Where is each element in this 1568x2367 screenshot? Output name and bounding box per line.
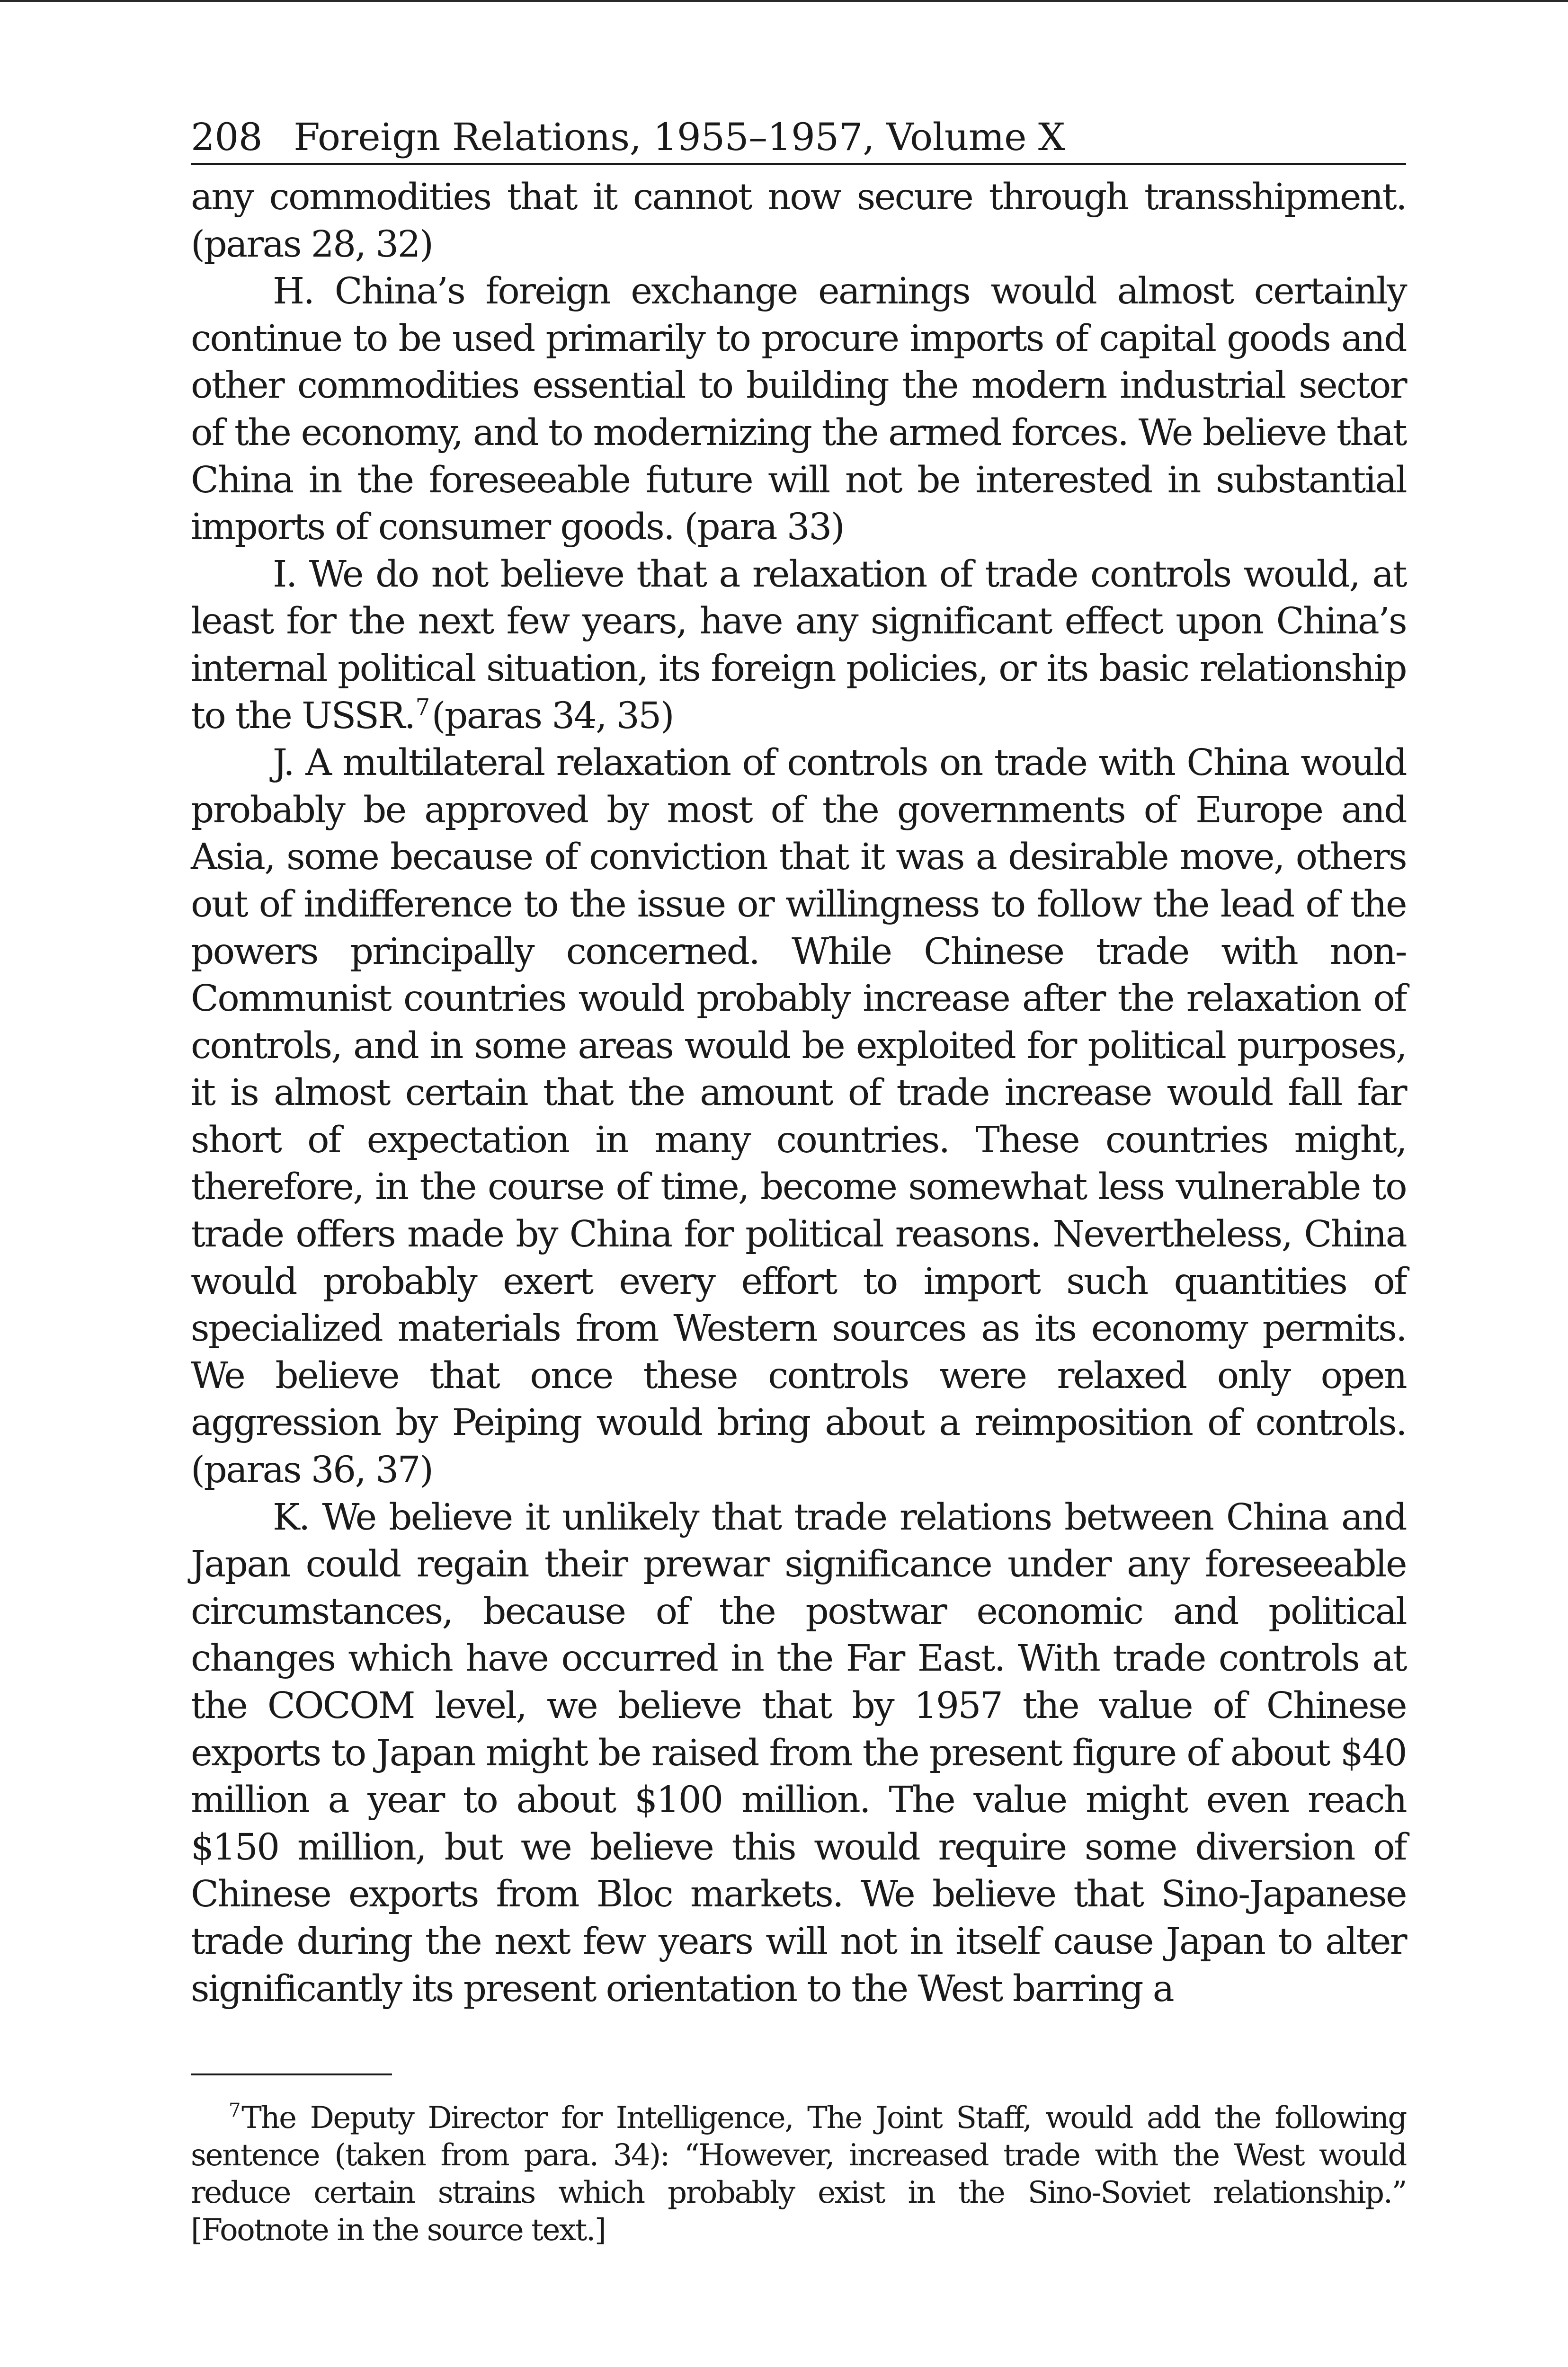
body-text (191, 174, 1406, 2012)
page-top-edge (0, 0, 1568, 2)
footnote-text: The Deputy Director for Intelligence, The Joint Staff, would add the following sentence (taken from para. 34): “However, increased trade with the West would reduce certain strains which probably exist in the Sino-Soviet relationship.” [Footnote in the source text.] (191, 2100, 1406, 2248)
footnote-marker: 7 (229, 2100, 240, 2121)
paragraph-i (191, 551, 1406, 739)
footnote-reference[interactable]: 7 (415, 694, 429, 721)
document-page (191, 114, 1406, 2248)
page-number: 208 (191, 115, 263, 159)
paragraph-continuation: any commodities that it cannot now secure through transshipment. (paras 28, 32) (191, 176, 1406, 266)
paragraph-k: K. We believe it unlikely that trade relations between China and Japan could regain their prewar significance under any foreseeable circumstances, because of the postwar economic and political changes which have occurred in the Far East. With trade controls at the COCOM level, we believe that by 1957 the value of Chinese exports to Japan might be raised from the present figure of about $40 million a year to about $100 million. The value might even reach $150 million, but we believe this would require some diversion of Chinese exports from Bloc markets. We believe that Sino-Japanese trade during the next few years will not in itself cause Japan to alter significantly its present orientation to the West barring a (191, 1496, 1406, 2010)
paragraph-i-citation: (paras 34, 35) (431, 694, 674, 737)
paragraph-h: H. China’s foreign exchange earnings would almost certainly continue to be used primarily to procure imports of capital goods and other commodities essential to building the modern industrial sector of the economy, and to modernizing the armed forces. We believe that China in the foreseeable future will not be interested in substantial imports of consumer goods. (para 33) (191, 270, 1406, 549)
running-header (191, 114, 1406, 165)
paragraph-i-text: I. We do not believe that a relaxation of trade controls would, at least for the next few years, have any significant effect upon China’s internal political situation, its foreign policies, or its basic relationship to the USSR. (191, 553, 1406, 737)
footnote-divider (191, 2073, 392, 2075)
paragraph-j: J. A multilateral relaxation of controls on trade with China would probably be approved by most of the governments of Europe and Asia, some because of conviction that it was a desirable move, others out of indifference to the issue or willingness to follow the lead of the powers principally concerned. While Chinese trade with non-Communist countries would probably increase after the relaxation of controls, and in some areas would be exploited for political purposes, it is almost certain that the amount of trade increase would fall far short of expectation in many countries. These countries might, therefore, in the course of time, become somewhat less vulnerable to trade offers made by China for political reasons. Nevertheless, China would probably exert every effort to import such quantities of specialized materials from Western sources as its economy permits. We believe that once these controls were relaxed only open aggression by Peiping would bring about a reimposition of controls. (paras 36, 37) (191, 742, 1406, 1492)
footnote (191, 2100, 1406, 2249)
volume-title: Foreign Relations, 1955–1957, Volume X (294, 115, 1065, 159)
